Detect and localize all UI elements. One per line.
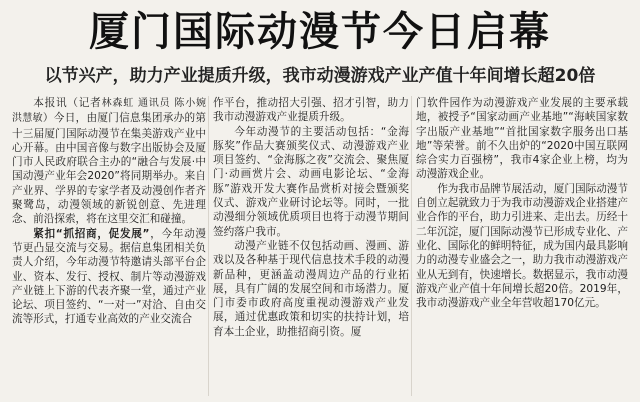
paragraph-brand-event: 作为我市品牌节展活动，厦门国际动漫节自创立起就致力于为我市动漫游戏企业搭建产业合作的平台，助力引进来、走出去。历经十二年沉淀，厦门国际动漫节已形成专业化、产业化、国际化的鲜明特征，成为国内最具影响力的动漫专业盛会之一，助力我市动漫游戏产业从无到有，快速增长。数据显示，我市动漫游戏产业产值十年间增长超20倍。2019年，我市动漫游戏产业全年营收超170亿元。 — [416, 182, 628, 310]
section-subtitle: 紧扣“抓招商，促发展” — [33, 227, 150, 240]
section-text: ，今年动漫节更凸显交流与交易。据信息集团相关负责人介绍，今年动漫节特邀请头部平台企业、资本、发行、授权、制片等动漫游戏产业链上下游的代表齐聚一堂，通过产业论坛、项目签约、“一对一”对洽、自由交流等形式，打通专业高效的产业交流合 — [12, 227, 206, 326]
article-column-3 — [416, 96, 628, 396]
subheadline: 以节兴产，助力产业提质升级，我市动漫游戏产业产值十年间增长超20倍 — [44, 66, 596, 86]
column-divider-2 — [411, 96, 412, 396]
column-divider-1 — [208, 96, 209, 396]
paragraph-industry-chain: 动漫产业链不仅包括动画、漫画、游戏以及各种基于现代信息技术手段的动漫新品种，更涵盖动漫周边产品的行业拓展，具有广阔的发展空间和市场潜力。厦门市委市政府高度重视动漫游戏产业发展，通过优惠政策和切实的扶持计划，培育本土企业，助推招商引资。厦 — [213, 239, 409, 338]
article-column-2 — [213, 96, 409, 396]
paragraph-continued: 作平台，推动招大引强、招才引智，助力我市动漫游戏产业提质升级。 — [213, 97, 409, 124]
byline-reporters: 林森虹 通讯员 陈小婉 洪慧敏 — [12, 98, 206, 125]
headline: 厦门国际动漫节今日启幕 — [89, 8, 551, 55]
paragraph-lead — [12, 96, 206, 227]
article-column-1 — [12, 96, 206, 396]
dateline: 本报讯（记者 — [33, 97, 102, 109]
paragraph-activities: 今年动漫节的主要活动包括：“金海豚奖”作品大赛颁奖仪式、动漫游戏产业项目签约、“金海豚之夜”交流会、聚焦厦门·动画赏片会、动画电影论坛、“金海豚”游戏开发大赛作品赏析对接会暨颁奖仪式、游戏产业研讨论坛等。同时，一批动漫细分领域优质项目也将于动漫节期间签约落户我市。 — [213, 125, 409, 238]
paragraph-software-park: 门软件园作为动漫游戏产业发展的主要承载地，被授予“国家动画产业基地”“海峡国家数字出版产业基地”“首批国家数字服务出口基地”等荣誉。前不久出炉的“2020中国互联网综合实力百强榜”，我市4家企业上榜，均为动漫游戏企业。 — [416, 97, 628, 181]
paragraph-section — [12, 227, 206, 327]
lead-text: ）今日，由厦门信息集团承办的第十三届厦门国际动漫节在集美游戏产业中心开幕。由中国音像与数字出版协会及厦门市人民政府联合主办的“融合与发展·中国动漫产业年会2020”将同期举办。来自产业界、学界的专家学者及动漫创作者齐聚鹭岛，动漫领域的新锐创意、先进理念、前沿探索，将在这里交汇和碰撞。 — [12, 112, 206, 226]
